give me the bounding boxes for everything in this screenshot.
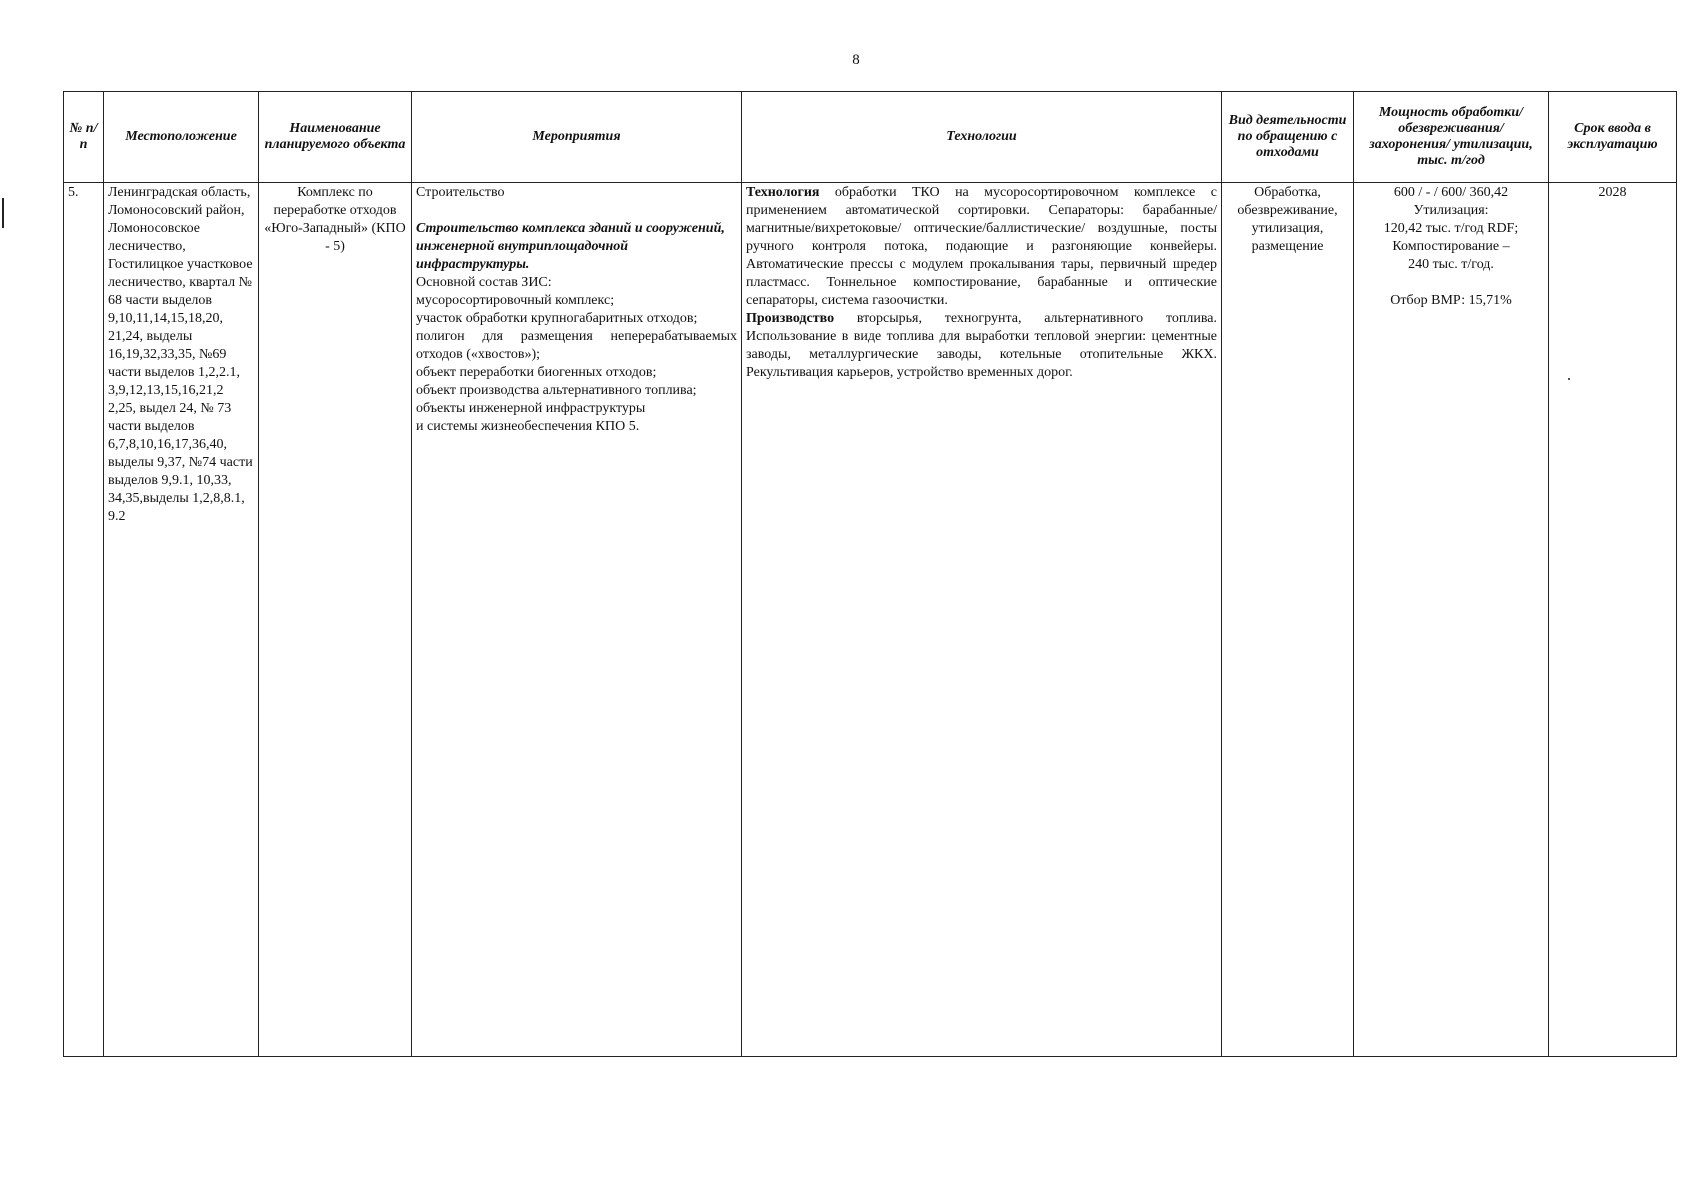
header-capacity: Мощность обработки/ обезвреживания/ захоронения/ утилизации, тыс. т/год <box>1354 92 1549 183</box>
measures-heading: Строительство комплекса зданий и сооружений, инженерной внутриплощадочной инфраструктуры. <box>416 221 725 272</box>
measures-item: объекты инженерной инфраструктуры <box>416 401 646 416</box>
header-measures: Мероприятия <box>412 92 742 183</box>
capacity-line: 240 тыс. т/год. <box>1408 257 1494 272</box>
header-location: Местоположение <box>104 92 259 183</box>
cell-activity: Обработка, обезвреживание, утилизация, размещение <box>1222 183 1354 1057</box>
header-activity: Вид деятельности по обращению с отходами <box>1222 92 1354 183</box>
technologies-p1-lead: Технология <box>746 185 820 200</box>
page-number: 8 <box>852 52 860 68</box>
cell-start-date: 2028 <box>1549 183 1677 1057</box>
header-start-date: Срок ввода в эксплуатацию <box>1549 92 1677 183</box>
capacity-line: 120,42 тыс. т/год RDF; <box>1383 221 1519 236</box>
measures-item: участок обработки крупногабаритных отходов; <box>416 311 698 326</box>
capacity-line: Компостирование – <box>1392 239 1510 254</box>
waste-facilities-table <box>63 91 1677 1057</box>
cell-location: Ленинградская область, Ломоносовский район, Ломоносовское лесничество, Гостилицкое участковое лесничество, квартал № 68 части выделов 9,10,11,14,15,18,20, 21,24, выделы 16,19,32,33,35, №69 части выделов 1,2,2.1, 3,9,12,13,15,16,21,2 2,25, выдел 24, № 73 части выделов 6,7,8,10,16,17,36,40, выделы 9,37, №74 части выделов 9,9.1, 10,33, 34,35,выделы 1,2,8,8.1, 9.2 <box>104 183 259 1057</box>
header-technologies: Технологии <box>742 92 1222 183</box>
scan-edge-mark <box>2 198 4 228</box>
measures-item: объект производства альтернативного топлива; <box>416 383 697 398</box>
measures-item: и системы жизнеобеспечения КПО 5. <box>416 419 640 434</box>
cell-num: 5. <box>64 183 104 1057</box>
technologies-p2-lead: Производство <box>746 311 835 326</box>
header-num: № п/п <box>64 92 104 183</box>
measures-item: объект переработки биогенных отходов; <box>416 365 657 380</box>
cell-object-name: Комплекс по переработке отходов «Юго-Западный» (КПО - 5) <box>259 183 412 1057</box>
table-row <box>64 183 1677 1057</box>
measures-item: мусоросортировочный комплекс; <box>416 293 615 308</box>
header-object-name: Наименование планируемого объекта <box>259 92 412 183</box>
technologies-p1-text: обработки ТКО на мусоросортировочном комплексе с применением автоматической сортировки. Сепараторы: барабанные/магнитные/вихретоковые/ оптические/баллистические/ воздушные, посты ручного контроля потока, подающие и разгоняющие конвейеры. Автоматические прессы с модулем прокалывания тары, первичный шредер пластмасс. Тоннельное компостирование, барабанные и оптические сепараторы, система газоочистки. <box>746 185 1217 308</box>
cell-technologies <box>742 183 1222 1057</box>
capacity-line: Отбор ВМР: 15,71% <box>1390 293 1512 308</box>
technologies-paragraph-1 <box>746 184 1217 310</box>
capacity-line: Утилизация: <box>1413 203 1489 218</box>
cell-measures <box>412 183 742 1057</box>
technologies-paragraph-2 <box>746 310 1217 382</box>
technologies-p2-text: вторсырья, техногрунта, альтернативного топлива. Использование в виде топлива для выработки тепловой энергии: цементные заводы, металлургические заводы, котельные отопительные ЖКХ. Рекультивация карьеров, устройство временных дорог. <box>746 311 1217 380</box>
cell-capacity <box>1354 183 1549 1057</box>
table-header-row <box>64 92 1677 183</box>
measures-item: полигон для размещения неперерабатываемых отходов («хвостов»); <box>416 329 737 362</box>
capacity-line: 600 / - / 600/ 360,42 <box>1393 185 1509 200</box>
measures-composition-title: Основной состав ЗИС: <box>416 275 552 290</box>
measures-intro: Строительство <box>416 185 505 200</box>
